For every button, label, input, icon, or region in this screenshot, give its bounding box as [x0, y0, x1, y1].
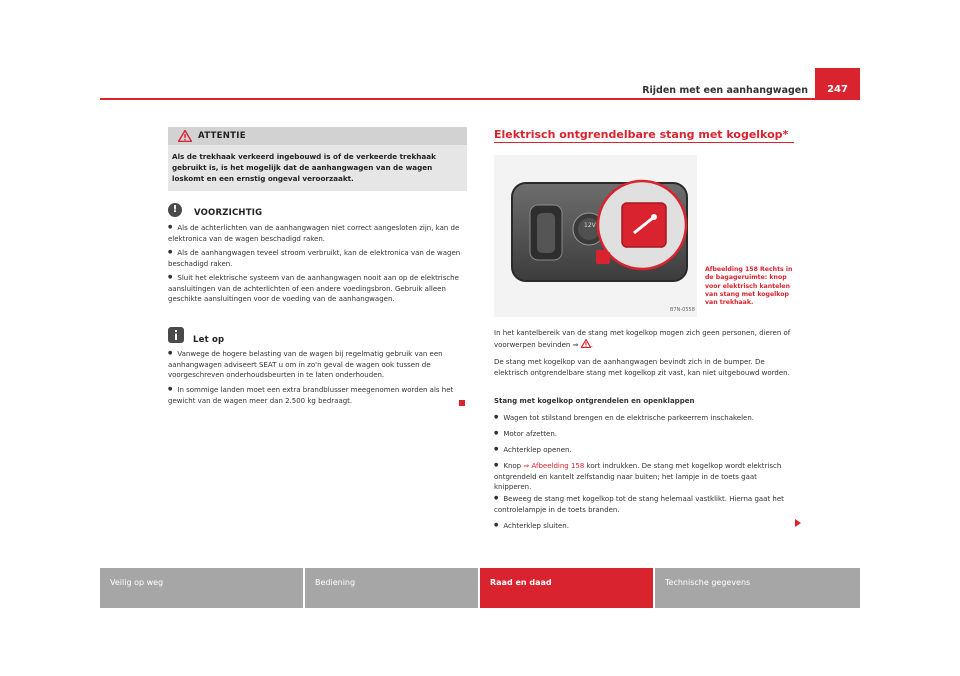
chapter-title: Rijden met een aanhangwagen — [642, 85, 808, 96]
note-item: ● Vanwege de hogere belasting van de wagen bij regelmatig gebruik van een aanhangwagen adviseert SEAT u om in zo'n geval de wagen ook tussen de voorgeschreven onderhoudsbeurten in te laten onderhouden. — [168, 348, 468, 381]
continue-arrow-icon — [795, 519, 801, 527]
step-item: ● Motor afzetten. — [494, 428, 794, 440]
footer-tab-bediening[interactable]: Bediening — [305, 568, 478, 608]
section-rule — [494, 142, 794, 143]
warning-box — [168, 127, 467, 191]
intro-paragraph-1: In het kantelbereik van de stang met kogelkop mogen zich geen personen, dieren of voorwerpen bevinden ⇒ . — [494, 329, 791, 349]
section-end-marker — [459, 400, 465, 406]
warning-triangle-icon — [178, 130, 192, 142]
subsection-title: Stang met kogelkop ontgrendelen en openklappen — [494, 397, 695, 405]
caution-title: VOORZICHTIG — [194, 208, 263, 218]
step-item: ● Wagen tot stilstand brengen en de elektrische parkeerrem inschakelen. — [494, 412, 794, 424]
figure-158 — [494, 155, 697, 317]
warning-text: Als de trekhaak verkeerd ingebouwd is of de verkeerde trekhaak gebruikt is, is het mogelijk dat de aanhangwagen van de wagen loskomt en een ernstig ongeval veroorzaakt. — [172, 152, 436, 183]
step-item: ● Knop ⇒ Afbeelding 158 kort indrukken. De stang met kogelkop wordt elektrisch ontgrendeld en kantelt zelfstandig naar buiten; het lampje in de toets gaat knipperen. — [494, 460, 794, 493]
figure-caption: Afbeelding 158 Rechts in de bagageruimte: knop voor elektrisch kantelen van stang met kogelkop van trekhaak. — [705, 266, 793, 307]
note-title: Let op — [193, 335, 225, 345]
warning-triangle-icon — [581, 339, 591, 348]
socket-label: 12V — [584, 222, 596, 229]
caution-item: ● Als de aanhangwagen teveel stroom verbruikt, kan de elektronica van de wagen beschadigd raken. — [168, 247, 468, 269]
exclamation-circle-icon: ! — [168, 203, 182, 217]
figure-code: B7N-0558 — [670, 307, 695, 313]
step-item: ● Beweeg de stang met kogelkop tot de stang helemaal vastklikt. Hierna gaat het controlelampje in de toets branden. — [494, 493, 794, 515]
step-item: ● Achterklep openen. — [494, 444, 794, 456]
step-item: ● Achterklep sluiten. — [494, 520, 794, 532]
page-number: 247 — [827, 84, 848, 95]
header-rule — [100, 98, 815, 100]
caution-item: ● Als de achterlichten van de aanhangwagen niet correct aangesloten zijn, kan de elektronica van de wagen beschadigd raken. — [168, 222, 468, 244]
footer-tab-raad-en-daad[interactable]: Raad en daad — [480, 568, 653, 608]
section-title: Elektrisch ontgrendelbare stang met kogelkop* — [494, 128, 789, 141]
figure-link[interactable]: ⇒ Afbeelding 158 — [523, 462, 585, 470]
intro-paragraph-2: De stang met kogelkop van de aanhangwagen bevindt zich in de bumper. De elektrisch ontgrendelbare stang met kogelkop zit vast, kan niet uitgebouwd worden. — [494, 358, 790, 377]
footer-tab-technische-gegevens[interactable]: Technische gegevens — [655, 568, 860, 608]
footer-tab-veilig[interactable]: Veilig op weg — [100, 568, 303, 608]
note-item: ● In sommige landen moet een extra brandblusser meegenomen worden als het gewicht van de wagen meer dan 2.500 kg bedraagt. — [168, 384, 468, 406]
warning-title: ATTENTIE — [198, 131, 246, 141]
info-note-icon — [168, 327, 184, 343]
caution-item: ● Sluit het elektrische systeem van de aanhangwagen nooit aan op de elektrische aansluitingen van de achterlichten of een andere voedingsbron. Gebruik alleen geschikte aansluitingen voor de voeding van de aanhangwagen. — [168, 272, 468, 305]
